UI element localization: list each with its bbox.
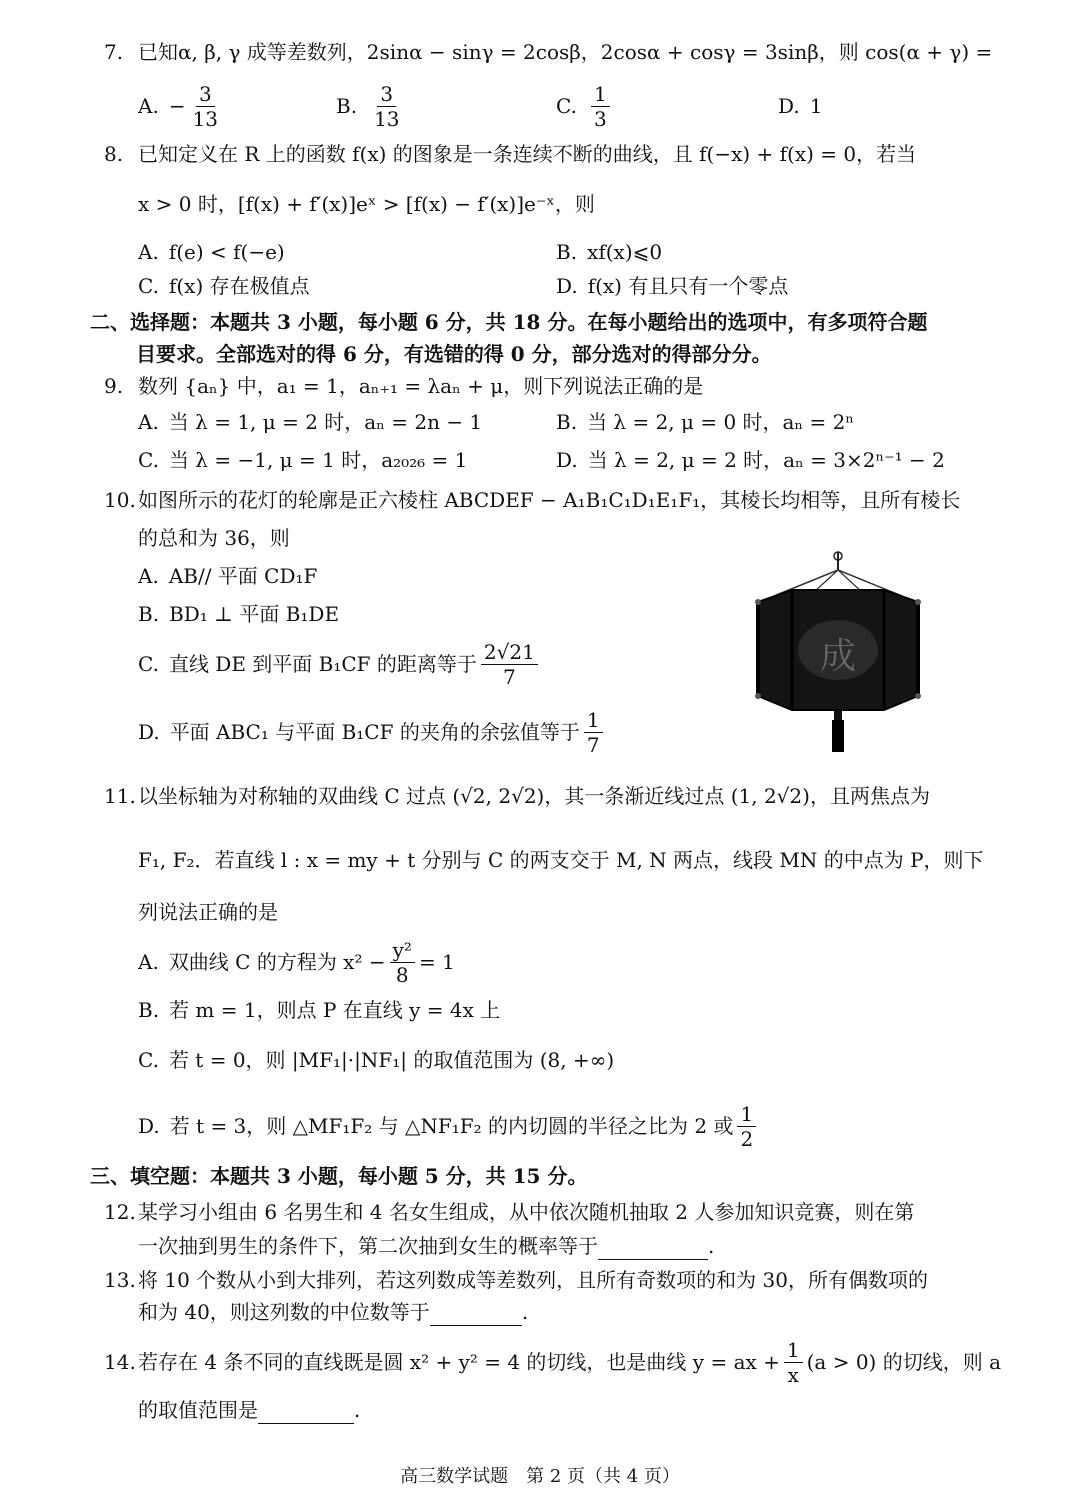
section3-header: 三、填空题：本题共 3 小题，每小题 5 分，共 15 分。	[90, 1164, 588, 1188]
q11-option-a: A. 双曲线 C 的方程为 x² − $\frac{\text{y²}}{8}$ = 1	[138, 937, 455, 987]
q9-option-d: D. 当 λ = 2, μ = 2 时，aₙ = 3×2ⁿ⁻¹ − 2	[556, 448, 945, 472]
q8-option-b: B. xf(x)⩽0	[556, 240, 663, 264]
q9-option-c: C. 当 λ = −1, μ = 1 时，a₂₀₂₆ = 1	[138, 448, 468, 472]
q11-option-c: C. 若 t = 0，则 |MF₁|·|NF₁| 的取值范围为 (8, +∞)	[138, 1048, 615, 1072]
q10-stem-1: 10. 如图所示的花灯的轮廓是正六棱柱 ABCDEF − A₁B₁C₁D₁E₁F₁，其棱长均相等，且所有棱长	[104, 488, 961, 512]
q11-option-b: B. 若 m = 1，则点 P 在直线 y = 4x 上	[138, 998, 501, 1022]
page-footer: 高三数学试题 第 2 页（共 4 页）	[400, 1466, 680, 1487]
q8-stem-2: x > 0 时，[f(x) + f′(x)]eˣ > [f(x) − f′(x)]e⁻ˣ，则	[138, 192, 595, 216]
q9-stem: 9. 数列 {aₙ} 中，a₁ = 1，aₙ₊₁ = λaₙ + μ，则下列说法正确的是	[104, 374, 704, 398]
q7-stem: 7. 已知α, β, γ 成等差数列，2sinα − sinγ = 2cosβ，2cosα + cosγ = 3sinβ，则 cos(α + γ) =	[104, 40, 993, 64]
q14-line-1: 14. 若存在 4 条不同的直线既是圆 x² + y² = 4 的切线，也是曲线 y = ax + $\frac{1}{x}$ (a > 0) 的切线，则 a	[104, 1337, 1001, 1387]
lantern-image	[752, 548, 924, 756]
q8-option-c: C. f(x) 存在极值点	[138, 274, 310, 298]
q10-option-c: C. 直线 DE 到平面 B₁CF 的距离等于 $\frac{2√21}{7}$	[138, 636, 542, 692]
q13-line-2: 和为 40，则这列数的中位数等于 .	[138, 1300, 529, 1324]
q9-option-a: A. 当 λ = 1, μ = 2 时，aₙ = 2n − 1	[138, 410, 483, 434]
q11-stem-2: F₁, F₂．若直线 l : x = my + t 分别与 C 的两支交于 M, N 两点，线段 MN 的中点为 P，则下	[138, 848, 984, 872]
q13-answer-blank[interactable]	[430, 1303, 522, 1326]
q7-option-a: A. − $\frac{3}{13}$	[138, 81, 219, 131]
q8-option-d: D. f(x) 有且只有一个零点	[556, 274, 789, 298]
q9-option-b: B. 当 λ = 2, μ = 0 时，aₙ = 2ⁿ	[556, 410, 854, 434]
q12-line-1: 12. 某学习小组由 6 名男生和 4 名女生组成，从中依次随机抽取 2 人参加知识竞赛，则在第	[104, 1200, 915, 1224]
section2-header-line2: 目要求。全部选对的得 6 分，有选错的得 0 分，部分选对的得部分分。	[136, 342, 772, 366]
q10-stem-2: 的总和为 36，则	[138, 526, 290, 550]
q11-option-d: D. 若 t = 3，则 △MF₁F₂ 与 △NF₁F₂ 的内切圆的半径之比为 2 或 $\frac{1}{2}$	[138, 1098, 760, 1154]
q10-option-d: D. 平面 ABC₁ 与平面 B₁CF 的夹角的余弦值等于 $\frac{1}{7}$	[138, 704, 607, 760]
q8-option-a: A. f(e) < f(−e)	[138, 240, 285, 264]
q13-line-1: 13. 将 10 个数从小到大排列，若这列数成等差数列，且所有奇数项的和为 30，所有偶数项的	[104, 1268, 928, 1292]
q10-option-a: A. AB// 平面 CD₁F	[138, 564, 318, 588]
section2-header-line1: 二、选择题：本题共 3 小题，每小题 6 分，共 18 分。在每小题给出的选项中，有多项符合题	[90, 310, 928, 334]
q12-answer-blank[interactable]	[598, 1237, 708, 1260]
q12-line-2: 一次抽到男生的条件下，第二次抽到女生的概率等于 .	[138, 1234, 715, 1258]
q10-option-b: B. BD₁ ⊥ 平面 B₁DE	[138, 602, 340, 626]
q14-answer-blank[interactable]	[258, 1401, 354, 1424]
q7-option-b: B. $\frac{3}{13}$	[336, 81, 400, 131]
q8-stem-1: 8. 已知定义在 R 上的函数 f(x) 的图象是一条连续不断的曲线，且 f(−x) + f(x) = 0，若当	[104, 142, 917, 166]
q7-option-d: D. 1	[778, 94, 823, 118]
q11-stem-1: 11. 以坐标轴为对称轴的双曲线 C 过点 (√2, 2√2)，其一条渐近线过点 (1, 2√2)，且两焦点为	[104, 784, 930, 808]
q7-option-c: C. $\frac{1}{3}$	[556, 78, 614, 134]
q14-line-2: 的取值范围是 .	[138, 1398, 361, 1422]
q11-stem-3: 列说法正确的是	[138, 900, 278, 924]
lantern-character: 成	[819, 636, 857, 677]
